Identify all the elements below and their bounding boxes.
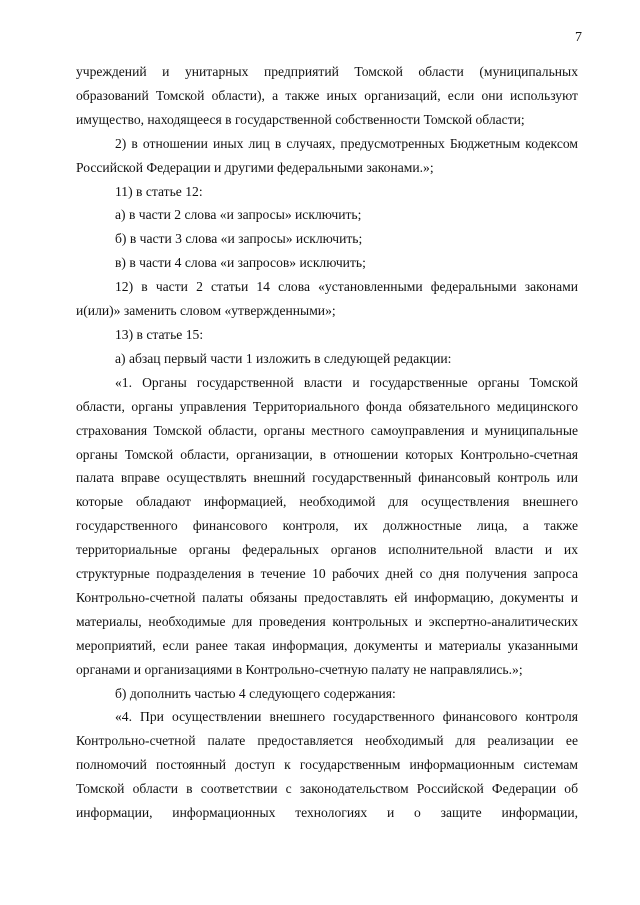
paragraph-quoted-part-4: «4. При осуществлении внешнего государственного финансового контроля Контрольно-счетной палате предоставляется необходимый для реализации ее полномочий постоянный доступ к государственным информационным системам Томской области в соответствии с законодательством Российской Федерации об информации, информационных технологиях и о защите информации,	[76, 709, 578, 821]
paragraph-item-11: 11) в статье 12:	[115, 183, 203, 199]
paragraph-subitem-a-15: а) абзац первый части 1 изложить в следующей редакции:	[115, 350, 452, 366]
page-number: 7	[575, 30, 582, 45]
paragraph-subitem-a: а) в части 2 слова «и запросы» исключить;	[115, 207, 362, 223]
paragraph-quoted-part-1: «1. Органы государственной власти и государственные органы Томской области, органы управления Территориального фонда обязательного медицинского страхования Томской области, органы местного самоуправления и муниципальные органы Томской области, организации, в отношении которых Контрольно-счетная палата вправе осуществлять внешний государственный финансовый контроль или которые обладают информацией, необходимой для осуществления внешнего государственного финансового контроля, их должностные лица, а также территориальные органы федеральных органов исполнительной власти и их структурные подразделения в течение 10 рабочих дней со дня получения запроса Контрольно-счетной палаты обязаны предоставлять ей информацию, документы и материалы, необходимые для проведения контрольных и экспертно-аналитических мероприятий, если ранее такая информация, документы и материалы указанными органами и организациями в Контрольно-счетную палату не направлялись.»;	[76, 374, 578, 677]
paragraph-subitem-b: б) в части 3 слова «и запросы» исключить;	[115, 231, 363, 247]
paragraph-continuation: учреждений и унитарных предприятий Томской области (муниципальных образований Томской области), а также иных организаций, если они используют имущество, находящееся в государственной собственности Томской области;	[76, 64, 578, 127]
paragraph-item-13: 13) в статье 15:	[115, 326, 204, 342]
document-body	[76, 60, 578, 825]
paragraph-item-2: 2) в отношении иных лиц в случаях, предусмотренных Бюджетным кодексом Российской Федерации и другими федеральными законами.»;	[76, 135, 578, 175]
paragraph-item-12: 12) в части 2 статьи 14 слова «установленными федеральными законами и(или)» заменить словом «утвержденными»;	[76, 279, 578, 319]
paragraph-subitem-b-15: б) дополнить частью 4 следующего содержания:	[115, 685, 396, 701]
paragraph-subitem-v: в) в части 4 слова «и запросов» исключить;	[115, 255, 366, 271]
